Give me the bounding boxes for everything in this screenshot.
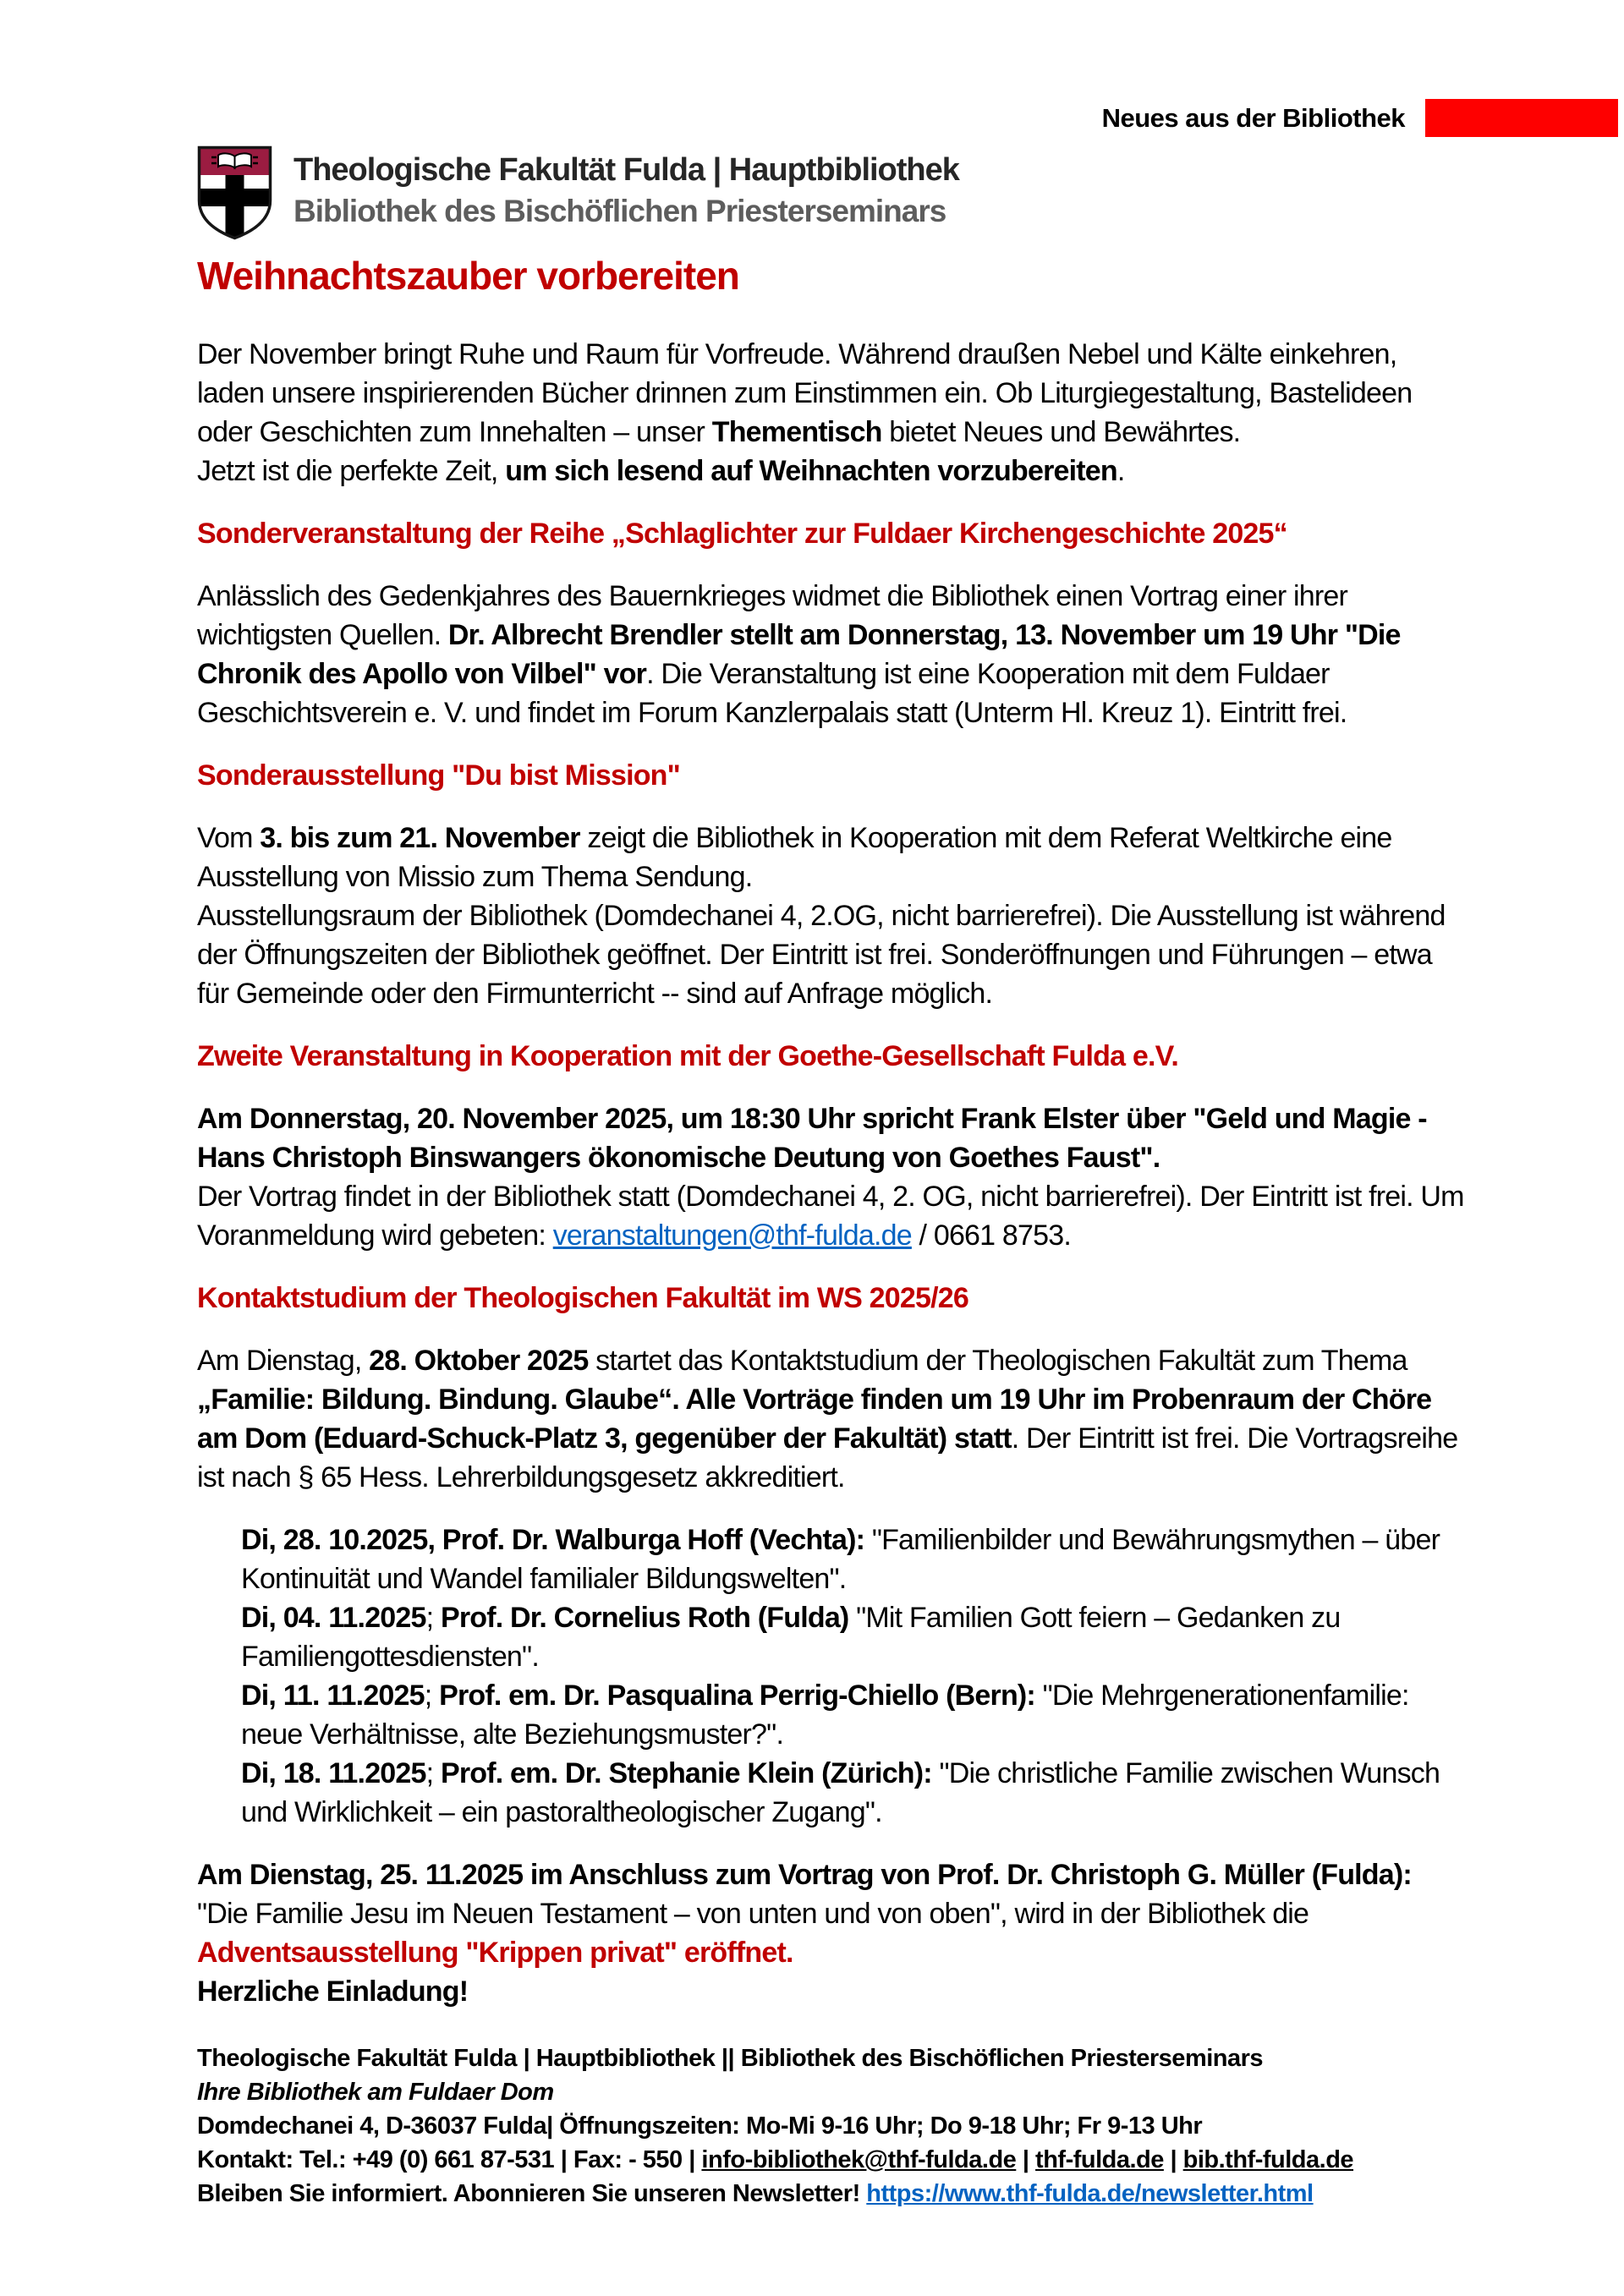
newsletter-body (197, 250, 1466, 2211)
open-book-icon (211, 153, 258, 167)
text-run: Theologische Fakultät Fulda | Hauptbibliothek || Bibliothek des Bischöflichen Priesterseminars (197, 2045, 1264, 2072)
text-run: Der Vortrag findet in der Bibliothek statt (Domdechanei 4, 2. OG, nicht barrierefrei). Der Eintritt ist frei. Um Voranmeldung wird gebeten: (197, 1181, 1464, 1252)
link[interactable]: veranstaltungen@thf-fulda.de (552, 1219, 912, 1252)
footer-line-slogan (197, 2075, 1466, 2109)
text-run: Bleiben Sie informiert. Abonnieren Sie unseren Newsletter! (197, 2180, 867, 2207)
text-run: Thementisch (711, 416, 882, 448)
text-run: ; (424, 1680, 440, 1712)
text-run: . (1116, 455, 1125, 487)
footer-line-institution (197, 2041, 1466, 2075)
text-run: . Der Eintritt ist frei. Die Vortragsreihe ist nach § 65 Hess. Lehrerbildungsgesetz akkreditiert. (197, 1422, 1458, 1493)
text-run: / 0661 8753. (911, 1219, 1071, 1252)
text-run: Di, 11. 11.2025 (241, 1680, 425, 1712)
text-run: Prof. em. Dr. Pasqualina Perrig-Chiello (Bern): (439, 1680, 1035, 1712)
text-run: Anlässlich des Gedenkjahres des Bauernkrieges widmet die Bibliothek einen Vortrag einer ihrer wichtigsten Quellen. (197, 580, 1348, 651)
text-run: "Die Mehrgenerationenfamilie: neue Verhältnisse, alte Beziehungsmuster?". (241, 1680, 1409, 1751)
text-run: . Die Veranstaltung ist eine Kooperation mit dem Fuldaer Geschichtsverein e. V. und findet im Forum Kanzlerpalais statt (Unterm Hl. Kreuz 1). Eintritt frei. (197, 658, 1347, 729)
section-paragraph (197, 577, 1466, 732)
text-run: startet das Kontaktstudium der Theologischen Fakultät zum Thema (588, 1345, 1407, 1377)
lecture-item (241, 1598, 1466, 1676)
text-run: Domdechanei 4, D-36037 Fulda| Öffnungszeiten: Mo-Mi 9-16 Uhr; Do 9-18 Uhr; Fr 9-13 Uhr (197, 2112, 1203, 2140)
section-paragraph (197, 819, 1466, 1013)
text-run: "Mit Familien Gott feiern – Gedanken zu Familiengottesdiensten". (241, 1602, 1341, 1673)
text-run: Ausstellungsraum der Bibliothek (Domdechanei 4, 2.OG, nicht barrierefrei). Die Ausstellung ist während der Öffnungszeiten der Bibliothek geöffnet. Der Eintritt ist frei. Sonderöffnungen und Führungen – etwa für Gemeinde oder den Firmunterricht -- sind auf Anfrage möglich. (197, 900, 1446, 1010)
text-run: Am Dienstag, (197, 1345, 370, 1377)
text-run: Dr. Albrecht Brendler stellt am Donnerstag, 13. November um 19 Uhr "Die Chronik des Apollo von Vilbel" vor (197, 619, 1401, 690)
link[interactable]: info-bibliothek@thf-fulda.de (701, 2146, 1017, 2173)
text-run: "Familienbilder und Bewährungsmythen – über Kontinuität und Wandel familialer Bildungswelten". (241, 1524, 1440, 1595)
text-run: um sich lesend auf Weihnachten vorzubereiten (505, 455, 1117, 487)
text-run: Di, 04. 11.2025 (241, 1602, 426, 1634)
link[interactable]: bib.thf-fulda.de (1182, 2146, 1354, 2173)
text-run: Ihre Bibliothek am Fuldaer Dom (197, 2079, 554, 2106)
text-run: Jetzt ist die perfekte Zeit, (197, 455, 506, 487)
intro-paragraph (197, 335, 1466, 490)
section-heading-kontaktstudium: Kontaktstudium der Theologischen Fakultät im WS 2025/26 (197, 1282, 968, 1314)
logo-subtitle: Bibliothek des Bischöflichen Priesterseminars (294, 194, 946, 228)
text-run: zeigt die Bibliothek in Kooperation mit dem Referat Weltkirche eine Ausstellung von Missio zum Thema Sendung. (197, 822, 1392, 893)
text-run: ; (425, 1602, 441, 1634)
footer-line-contact (197, 2143, 1466, 2177)
text-run: bietet Neues und Bewährtes. (881, 416, 1241, 448)
text-run: Kontakt: Tel.: +49 (0) 661 87-531 | Fax: - 550 | (197, 2146, 702, 2173)
text-run: „Familie: Bildung. Bindung. Glaube“. Alle Vorträge finden um 19 Uhr im Probenraum der Chöre am Dom (Eduard-Schuck-Platz 3, gegenüber der Fakultät) statt (197, 1384, 1432, 1455)
text-run: Di, 18. 11.2025 (241, 1757, 426, 1789)
text-run: Di, 28. 10.2025, Prof. Dr. Walburga Hoff (Vechta): (241, 1524, 865, 1556)
text-run: Vom (197, 822, 261, 854)
link[interactable]: https://www.thf-fulda.de/newsletter.html (866, 2180, 1314, 2207)
cross-icon (226, 175, 244, 241)
text-run: "Die Familie Jesu im Neuen Testament – von unten und von oben", wird in der Bibliothek die (197, 1898, 1309, 1930)
text-run: 28. Oktober 2025 (369, 1345, 589, 1377)
section-paragraph (197, 1341, 1466, 1497)
lecture-list (241, 1521, 1466, 1832)
lecture-item (241, 1521, 1466, 1598)
text-run: Am Donnerstag, 20. November 2025, um 18:30 Uhr spricht Frank Elster über "Geld und Magie - Hans Christoph Binswangers ökonomische Deutung von Goethes Faust". (197, 1103, 1427, 1174)
page-title: Weihnachtszauber vorbereiten (197, 254, 739, 298)
text-run: Am Dienstag, 25. 11.2025 im Anschluss zum Vortrag von Prof. Dr. Christoph G. Müller (Fulda): (197, 1859, 1412, 1891)
text-run: ; (425, 1757, 441, 1789)
text-run: | (1016, 2146, 1036, 2173)
logo-text (294, 145, 959, 233)
text-run: Prof. em. Dr. Stephanie Klein (Zürich): (440, 1757, 932, 1789)
text-run: | (1163, 2146, 1183, 2173)
section-heading-goethe: Zweite Veranstaltung in Kooperation mit der Goethe-Gesellschaft Fulda e.V. (197, 1040, 1179, 1072)
footer-line-address-hours (197, 2109, 1466, 2143)
library-logo (196, 145, 959, 241)
red-banner-bar (1425, 99, 1618, 137)
closing-paragraph (197, 1855, 1466, 2011)
text-run: 3. bis zum 21. November (260, 822, 580, 854)
section-heading-mission: Sonderausstellung "Du bist Mission" (197, 759, 680, 792)
lecture-item (241, 1754, 1466, 1832)
newsletter-banner-title: Neues aus der Bibliothek (1101, 103, 1405, 133)
lecture-item (241, 1676, 1466, 1754)
footer-line-newsletter (197, 2177, 1466, 2211)
section-paragraph (197, 1099, 1466, 1255)
library-crest-icon (196, 145, 273, 241)
link[interactable]: thf-fulda.de (1035, 2146, 1164, 2173)
text-run: Herzliche Einladung! (197, 1975, 469, 2008)
section-heading-kirchengeschichte: Sonderveranstaltung der Reihe „Schlaglichter zur Fuldaer Kirchengeschichte 2025“ (197, 518, 1287, 550)
logo-title: Theologische Fakultät Fulda | Hauptbibliothek (294, 152, 959, 188)
text-run: Der November bringt Ruhe und Raum für Vorfreude. Während draußen Nebel und Kälte einkehren, laden unsere inspirierenden Bücher drinnen zum Einstimmen ein. Ob Liturgiegestaltung, Bastelideen oder Geschichten zum Innehalten – unser (197, 338, 1413, 448)
text-run: Adventsausstellung "Krippen privat" eröffnet. (197, 1937, 793, 1969)
text-run: "Die christliche Familie zwischen Wunsch und Wirklichkeit – ein pastoraltheologischer Zugang". (241, 1757, 1440, 1828)
footer-block (197, 2041, 1466, 2211)
text-run: Prof. Dr. Cornelius Roth (Fulda) (440, 1602, 849, 1634)
